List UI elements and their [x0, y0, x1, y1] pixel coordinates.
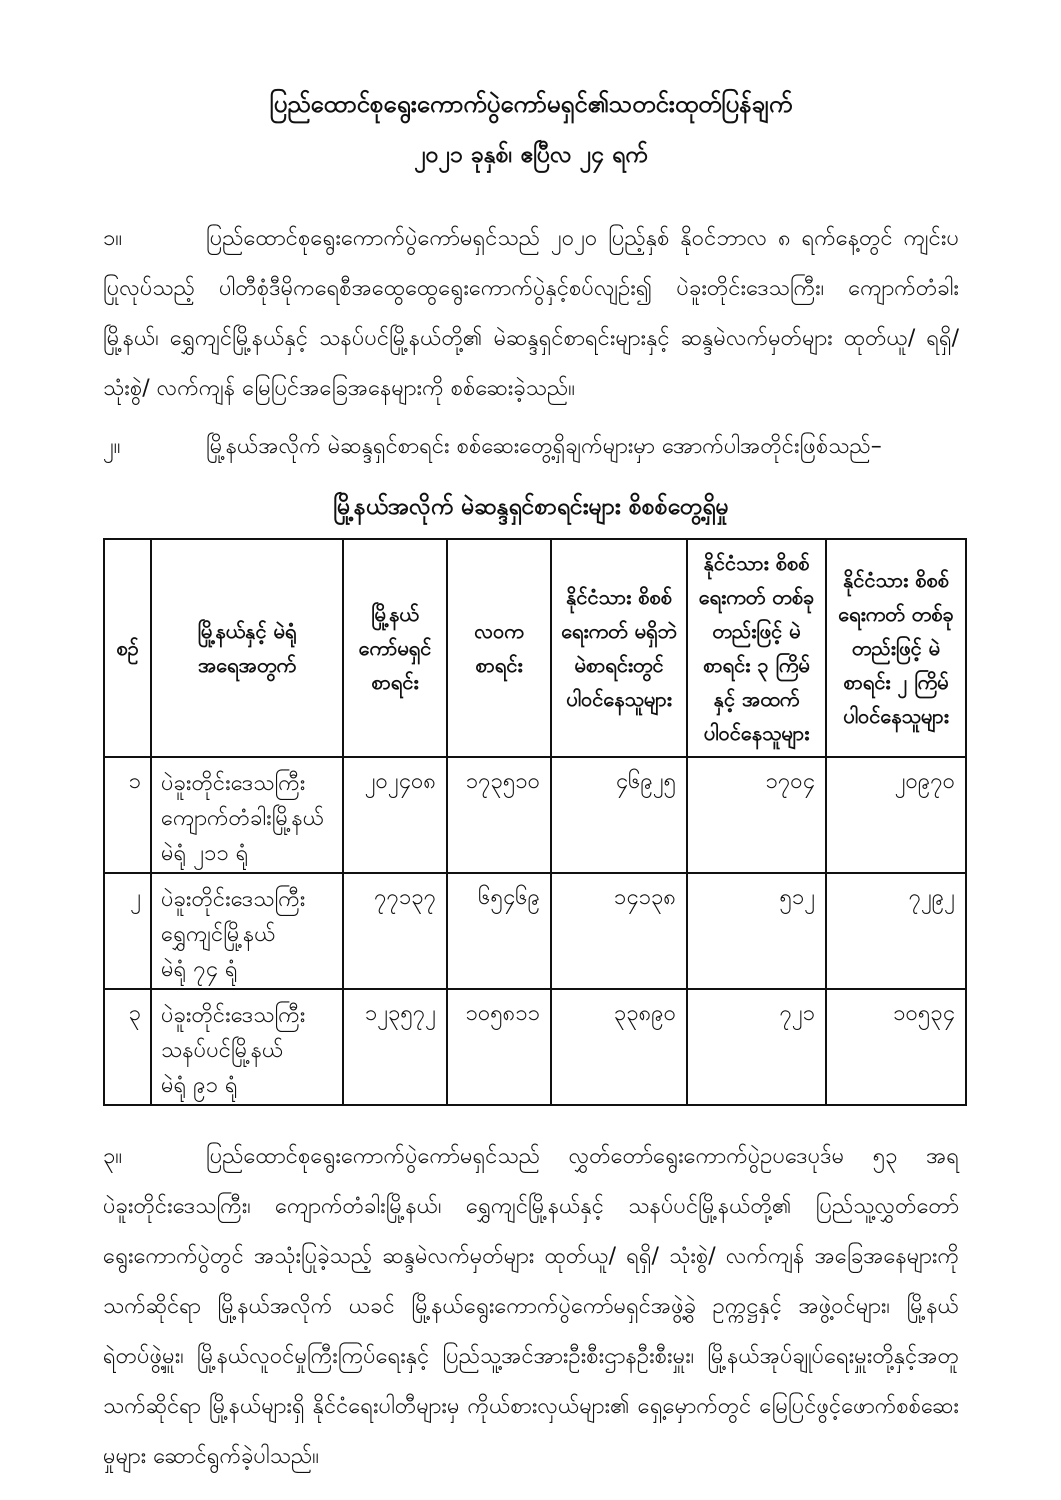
- table-row: [104, 757, 966, 873]
- township-line: မဲရုံ ၉၁ ရုံ: [161, 1073, 238, 1098]
- commission-list-cell: ၁၂၃၅၇၂: [343, 989, 447, 1105]
- paragraph-3: [103, 1132, 959, 1482]
- column-header-no-card: နိုင်ငံသား စိစစ်ရေးကတ် မရှိဘဲ မဲစာရင်းတွင် ပါဝင်နေသူများ: [551, 539, 687, 757]
- column-header-same-card-three-plus: နိုင်ငံသား စိစစ်ရေးကတ် တစ်ခုတည်းဖြင့် မဲစာရင်း ၃ ကြိမ် နှင့် အထက် ပါဝင်နေသူများ: [687, 539, 826, 757]
- paragraph-1-text: ပြည်ထောင်စုရွေးကောက်ပွဲကော်မရှင်သည် ၂၀၂၀ ပြည့်နှစ် နိုဝင်ဘာလ ၈ ရက်နေ့တွင် ကျင်းပပြုလုပ်သည့် ပါတီစုံဒီမိုကရေစီအထွေထွေရွေးကောက်ပွဲနှင့်စပ်လျဉ်း၍ ပဲခူးတိုင်းဒေသကြီး၊ ကျောက်တံခါးမြို့နယ်၊ ရွှေကျင်မြို့နယ်နှင့် သနပ်ပင်မြို့နယ်တို့၏ မဲဆန္ဒရှင်စာရင်းများနှင့် ဆန္ဒမဲလက်မှတ်များ ထုတ်ယူ/ ရရှိ/ သုံးစွဲ/ လက်ကျန် မြေပြင်အခြေအနေများကို စစ်ဆေးခဲ့သည်။: [103, 226, 959, 401]
- column-header-township: မြို့နယ်နှင့် မဲရုံအရေအတွက်: [151, 539, 343, 757]
- immigration-list-cell: ၆၅၄၆၉: [447, 873, 551, 989]
- same-card-three-plus-cell: ၁၇၀၄: [687, 757, 826, 873]
- table-header-row: [104, 539, 966, 757]
- immigration-list-cell: ၁၇၃၅၁၀: [447, 757, 551, 873]
- paragraph-2-text: မြို့နယ်အလိုက် မဲဆန္ဒရှင်စာရင်း စစ်ဆေးတွေ့ရှိချက်များမှာ အောက်ပါအတိုင်းဖြစ်သည်–: [206, 434, 882, 459]
- township-cell: [151, 873, 343, 989]
- table-row: [104, 873, 966, 989]
- township-line: သနပ်ပင်မြို့နယ်: [161, 1038, 284, 1063]
- paragraph-3-text: ပြည်ထောင်စုရွေးကောက်ပွဲကော်မရှင်သည် လွှတ်တော်ရွေးကောက်ပွဲဥပဒေပုဒ်မ ၅၃ အရ ပဲခူးတိုင်းဒေသကြီး၊ ကျောက်တံခါးမြို့နယ်၊ ရွှေကျင်မြို့နယ်နှင့် သနပ်ပင်မြို့နယ်တို့၏ ပြည်သူ့လွှတ်တော်ရွေးကောက်ပွဲတွင် အသုံးပြုခဲ့သည့် ဆန္ဒမဲလက်မှတ်များ ထုတ်ယူ/ ရရှိ/ သုံးစွဲ/ လက်ကျန် အခြေအနေများကို သက်ဆိုင်ရာ မြို့နယ်အလိုက် ယခင် မြို့နယ်ရွေးကောက်ပွဲကော်မရှင်အဖွဲ့ခွဲ ဥက္ကဋ္ဌနှင့် အဖွဲ့ဝင်များ၊ မြို့နယ်ရဲတပ်ဖွဲ့မှူး၊ မြို့နယ်လူဝင်မှုကြီးကြပ်ရေးနှင့် ပြည်သူ့အင်အားဦးစီးဌာနဦးစီးမှူး၊ မြို့နယ်အုပ်ချုပ်ရေးမှူးတို့နှင့်အတူ သက်ဆိုင်ရာ မြို့နယ်များရှိ နိုင်ငံရေးပါတီများမှ ကိုယ်စားလှယ်များ၏ ရှေ့မှောက်တွင် မြေပြင်ဖွင့်ဖောက်စစ်ဆေးမှုများ ဆောင်ရွက်ခဲ့ပါသည်။: [103, 1144, 959, 1469]
- township-line: ကျောက်တံခါးမြို့နယ်: [161, 806, 325, 831]
- paragraph-1-number: ၁။: [103, 226, 123, 251]
- column-header-immigration-list: လဝက စာရင်း: [447, 539, 551, 757]
- township-line: ပဲခူးတိုင်းဒေသကြီး: [161, 771, 306, 796]
- column-header-serial: စဉ်: [104, 539, 151, 757]
- township-line: မဲရုံ ၇၄ ရုံ: [161, 957, 238, 982]
- township-line: ပဲခူးတိုင်းဒေသကြီး: [161, 887, 306, 912]
- same-card-three-plus-cell: ၅၁၂: [687, 873, 826, 989]
- paragraph-3-number: ၃။: [103, 1144, 123, 1169]
- column-header-same-card-two: နိုင်ငံသား စိစစ်ရေးကတ် တစ်ခုတည်းဖြင့် မဲစာရင်း ၂ ကြိမ် ပါဝင်နေသူများ: [826, 539, 966, 757]
- immigration-list-cell: ၁၀၅၈၁၁: [447, 989, 551, 1105]
- table-row: [104, 989, 966, 1105]
- paragraph-1: [103, 214, 959, 414]
- commission-list-cell: ၂၀၂၄၀၈: [343, 757, 447, 873]
- serial-cell: ၃: [104, 989, 151, 1105]
- same-card-two-cell: ၇၂၉၂: [826, 873, 966, 989]
- document-title: ပြည်ထောင်စုရွေးကောက်ပွဲကော်မရှင်၏သတင်းထုတ်ပြန်ချက်: [269, 90, 793, 118]
- paragraph-2-number: ၂။: [103, 434, 121, 459]
- serial-cell: ၂: [104, 873, 151, 989]
- same-card-two-cell: ၂၀၉၇၀: [826, 757, 966, 873]
- township-line: ရွှေကျင်မြို့နယ်: [161, 922, 276, 947]
- serial-cell: ၁: [104, 757, 151, 873]
- no-card-cell: ၃၃၈၉၀: [551, 989, 687, 1105]
- document-date: ၂၀၂၁ ခုနှစ်၊ ဧပြီလ ၂၄ ရက်: [414, 142, 648, 168]
- table-title: မြို့နယ်အလိုက် မဲဆန္ဒရှင်စာရင်းများ စိစစ်တွေ့ရှိမှု: [333, 494, 729, 520]
- same-card-two-cell: ၁၀၅၃၄: [826, 989, 966, 1105]
- commission-list-cell: ၇၇၁၃၇: [343, 873, 447, 989]
- column-header-commission-list: မြို့နယ် ကော်မရှင် စာရင်း: [343, 539, 447, 757]
- township-line: ပဲခူးတိုင်းဒေသကြီး: [161, 1003, 306, 1028]
- no-card-cell: ၁၄၁၃၈: [551, 873, 687, 989]
- township-cell: [151, 757, 343, 873]
- paragraph-2: [103, 422, 959, 472]
- same-card-three-plus-cell: ၇၂၁: [687, 989, 826, 1105]
- township-line: မဲရုံ ၂၁၁ ရုံ: [161, 841, 249, 866]
- no-card-cell: ၄၆၉၂၅: [551, 757, 687, 873]
- township-cell: [151, 989, 343, 1105]
- voter-list-inspection-table: [103, 538, 967, 1106]
